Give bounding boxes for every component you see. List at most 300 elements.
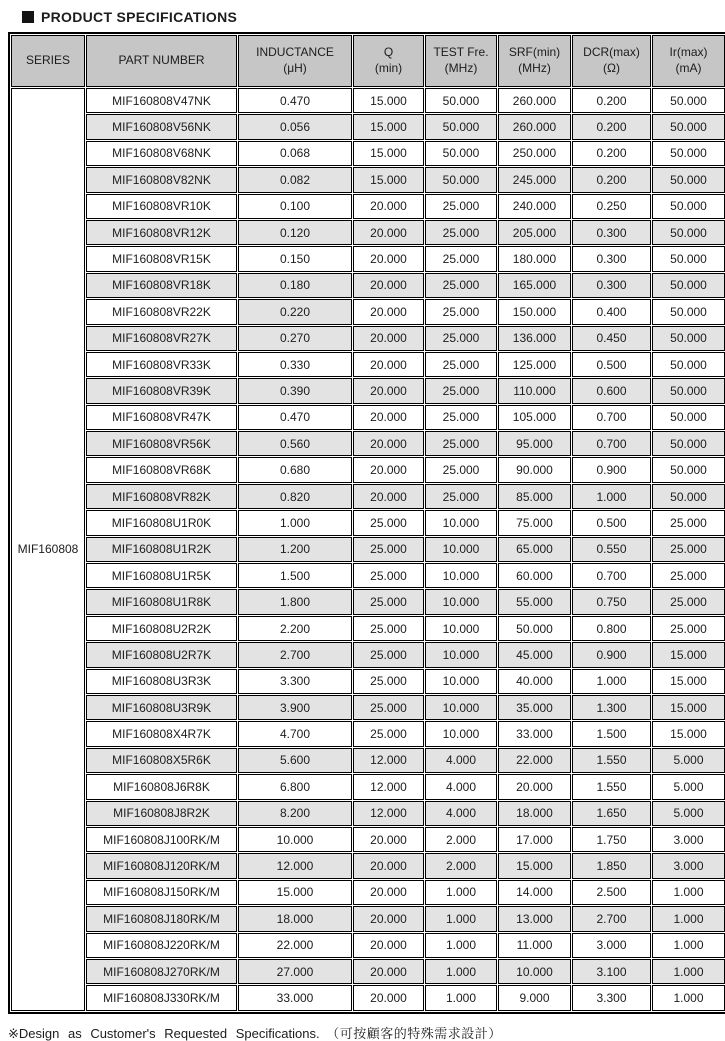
value-cell: 1.800 <box>238 589 352 614</box>
part-number-cell: MIF160808X4R7K <box>86 721 237 746</box>
value-cell: 50.000 <box>425 167 497 192</box>
value-cell: 20.000 <box>353 378 424 403</box>
table-row <box>11 194 725 219</box>
value-cell: 25.000 <box>425 299 497 324</box>
value-cell: 1.000 <box>572 484 651 509</box>
value-cell: 1.000 <box>652 985 725 1010</box>
value-cell: 20.000 <box>353 827 424 852</box>
value-cell: 0.200 <box>572 88 651 113</box>
value-cell: 12.000 <box>353 748 424 773</box>
value-cell: 50.000 <box>652 167 725 192</box>
part-number-cell: MIF160808J270RK/M <box>86 959 237 984</box>
table-row <box>11 484 725 509</box>
part-number-cell: MIF160808VR18K <box>86 273 237 298</box>
value-cell: 50.000 <box>652 378 725 403</box>
value-cell: 3.900 <box>238 695 352 720</box>
value-cell: 10.000 <box>425 695 497 720</box>
value-cell: 15.000 <box>353 167 424 192</box>
value-cell: 50.000 <box>652 141 725 166</box>
value-cell: 20.000 <box>353 431 424 456</box>
value-cell: 50.000 <box>652 326 725 351</box>
footer-note-english: ※Design as Customer's Requested Specifications. <box>8 1025 320 1041</box>
value-cell: 50.000 <box>652 194 725 219</box>
series-cell: MIF160808 <box>11 88 85 1011</box>
value-cell: 250.000 <box>498 141 571 166</box>
value-cell: 20.000 <box>353 959 424 984</box>
column-header-q-min <box>353 35 424 87</box>
table-row <box>11 299 725 324</box>
value-cell: 25.000 <box>353 669 424 694</box>
column-header-unit: (μH) <box>283 61 307 75</box>
value-cell: 25.000 <box>425 352 497 377</box>
value-cell: 25.000 <box>425 484 497 509</box>
value-cell: 20.000 <box>353 985 424 1010</box>
part-number-cell: MIF160808U3R9K <box>86 695 237 720</box>
value-cell: 0.500 <box>572 510 651 535</box>
value-cell: 75.000 <box>498 510 571 535</box>
value-cell: 20.000 <box>353 880 424 905</box>
value-cell: 50.000 <box>425 114 497 139</box>
value-cell: 25.000 <box>652 589 725 614</box>
value-cell: 18.000 <box>238 906 352 931</box>
value-cell: 0.700 <box>572 431 651 456</box>
value-cell: 95.000 <box>498 431 571 456</box>
column-header-label: INDUCTANCE <box>256 45 334 60</box>
value-cell: 20.000 <box>353 405 424 430</box>
table-row <box>11 959 725 984</box>
part-number-cell: MIF160808VR12K <box>86 220 237 245</box>
value-cell: 1.500 <box>238 563 352 588</box>
value-cell: 10.000 <box>425 616 497 641</box>
value-cell: 0.400 <box>572 299 651 324</box>
value-cell: 0.500 <box>572 352 651 377</box>
value-cell: 0.200 <box>572 167 651 192</box>
value-cell: 2.000 <box>425 827 497 852</box>
value-cell: 1.550 <box>572 748 651 773</box>
value-cell: 20.000 <box>353 484 424 509</box>
table-row <box>11 748 725 773</box>
value-cell: 0.550 <box>572 537 651 562</box>
table-row <box>11 933 725 958</box>
table-row <box>11 273 725 298</box>
footer-note <box>8 1023 725 1041</box>
value-cell: 25.000 <box>353 695 424 720</box>
value-cell: 5.600 <box>238 748 352 773</box>
value-cell: 13.000 <box>498 906 571 931</box>
value-cell: 20.000 <box>353 246 424 271</box>
value-cell: 0.450 <box>572 326 651 351</box>
table-row <box>11 695 725 720</box>
value-cell: 0.068 <box>238 141 352 166</box>
value-cell: 3.000 <box>652 827 725 852</box>
table-row <box>11 642 725 667</box>
value-cell: 10.000 <box>425 589 497 614</box>
value-cell: 25.000 <box>353 510 424 535</box>
value-cell: 20.000 <box>353 194 424 219</box>
value-cell: 10.000 <box>425 537 497 562</box>
column-header-unit: (MHz) <box>518 61 551 75</box>
column-header-label: TEST Fre. <box>433 45 489 60</box>
part-number-cell: MIF160808J220RK/M <box>86 933 237 958</box>
value-cell: 1.000 <box>652 933 725 958</box>
value-cell: 0.560 <box>238 431 352 456</box>
value-cell: 10.000 <box>498 959 571 984</box>
column-header-label: DCR(max) <box>583 45 640 60</box>
value-cell: 3.300 <box>238 669 352 694</box>
table-row <box>11 352 725 377</box>
column-header-label: Q <box>383 45 394 60</box>
value-cell: 2.700 <box>238 642 352 667</box>
value-cell: 50.000 <box>652 405 725 430</box>
value-cell: 0.390 <box>238 378 352 403</box>
value-cell: 0.150 <box>238 246 352 271</box>
part-number-cell: MIF160808VR68K <box>86 457 237 482</box>
column-header-unit: (min) <box>374 61 403 75</box>
part-number-cell: MIF160808VR33K <box>86 352 237 377</box>
value-cell: 1.000 <box>652 906 725 931</box>
value-cell: 50.000 <box>652 88 725 113</box>
value-cell: 9.000 <box>498 985 571 1010</box>
part-number-cell: MIF160808U2R7K <box>86 642 237 667</box>
value-cell: 0.470 <box>238 88 352 113</box>
column-header-series <box>11 35 85 87</box>
value-cell: 25.000 <box>353 616 424 641</box>
value-cell: 50.000 <box>652 220 725 245</box>
value-cell: 2.000 <box>425 853 497 878</box>
value-cell: 25.000 <box>353 537 424 562</box>
value-cell: 0.750 <box>572 589 651 614</box>
value-cell: 10.000 <box>425 669 497 694</box>
value-cell: 50.000 <box>652 246 725 271</box>
part-number-cell: MIF160808J150RK/M <box>86 880 237 905</box>
part-number-cell: MIF160808U1R2K <box>86 537 237 562</box>
product-spec-table <box>8 32 725 1014</box>
value-cell: 2.500 <box>572 880 651 905</box>
value-cell: 0.056 <box>238 114 352 139</box>
table-row <box>11 114 725 139</box>
table-row <box>11 827 725 852</box>
column-header-part-number <box>86 35 237 87</box>
value-cell: 0.300 <box>572 246 651 271</box>
part-number-cell: MIF160808VR39K <box>86 378 237 403</box>
value-cell: 0.220 <box>238 299 352 324</box>
table-row <box>11 537 725 562</box>
value-cell: 15.000 <box>238 880 352 905</box>
part-number-cell: MIF160808J8R2K <box>86 801 237 826</box>
value-cell: 22.000 <box>238 933 352 958</box>
table-row <box>11 801 725 826</box>
section-title <box>0 0 725 32</box>
value-cell: 12.000 <box>238 853 352 878</box>
value-cell: 2.700 <box>572 906 651 931</box>
column-header-label: PART NUMBER <box>118 53 205 68</box>
table-row <box>11 220 725 245</box>
part-number-cell: MIF160808J100RK/M <box>86 827 237 852</box>
value-cell: 25.000 <box>425 405 497 430</box>
value-cell: 1.000 <box>652 959 725 984</box>
part-number-cell: MIF160808V82NK <box>86 167 237 192</box>
part-number-cell: MIF160808U1R0K <box>86 510 237 535</box>
value-cell: 0.470 <box>238 405 352 430</box>
column-header-srf-min <box>498 35 571 87</box>
value-cell: 15.000 <box>353 88 424 113</box>
value-cell: 18.000 <box>498 801 571 826</box>
part-number-cell: MIF160808VR22K <box>86 299 237 324</box>
value-cell: 205.000 <box>498 220 571 245</box>
part-number-cell: MIF160808VR27K <box>86 326 237 351</box>
value-cell: 11.000 <box>498 933 571 958</box>
table-row <box>11 405 725 430</box>
value-cell: 25.000 <box>353 721 424 746</box>
column-header-unit: (MHz) <box>444 61 478 75</box>
table-row <box>11 880 725 905</box>
value-cell: 105.000 <box>498 405 571 430</box>
part-number-cell: MIF160808VR15K <box>86 246 237 271</box>
table-row <box>11 246 725 271</box>
part-number-cell: MIF160808J330RK/M <box>86 985 237 1010</box>
value-cell: 20.000 <box>353 326 424 351</box>
value-cell: 33.000 <box>238 985 352 1010</box>
value-cell: 3.000 <box>572 933 651 958</box>
table-row <box>11 721 725 746</box>
value-cell: 1.650 <box>572 801 651 826</box>
value-cell: 10.000 <box>425 721 497 746</box>
table-row <box>11 589 725 614</box>
value-cell: 50.000 <box>652 273 725 298</box>
table-row <box>11 906 725 931</box>
value-cell: 2.200 <box>238 616 352 641</box>
table-row <box>11 378 725 403</box>
column-header-dcr-max <box>572 35 651 87</box>
value-cell: 1.000 <box>425 933 497 958</box>
value-cell: 0.200 <box>572 141 651 166</box>
value-cell: 12.000 <box>353 801 424 826</box>
value-cell: 85.000 <box>498 484 571 509</box>
column-header-ir-max <box>652 35 725 87</box>
value-cell: 5.000 <box>652 748 725 773</box>
part-number-cell: MIF160808J120RK/M <box>86 853 237 878</box>
value-cell: 25.000 <box>353 589 424 614</box>
value-cell: 10.000 <box>238 827 352 852</box>
value-cell: 60.000 <box>498 563 571 588</box>
table-row <box>11 326 725 351</box>
part-number-cell: MIF160808U3R3K <box>86 669 237 694</box>
value-cell: 1.000 <box>572 669 651 694</box>
part-number-cell: MIF160808U1R8K <box>86 589 237 614</box>
value-cell: 20.000 <box>498 774 571 799</box>
value-cell: 0.100 <box>238 194 352 219</box>
value-cell: 0.200 <box>572 114 651 139</box>
value-cell: 22.000 <box>498 748 571 773</box>
table-row <box>11 167 725 192</box>
value-cell: 50.000 <box>652 457 725 482</box>
value-cell: 15.000 <box>353 114 424 139</box>
value-cell: 0.900 <box>572 457 651 482</box>
part-number-cell: MIF160808V47NK <box>86 88 237 113</box>
value-cell: 20.000 <box>353 457 424 482</box>
value-cell: 10.000 <box>425 563 497 588</box>
value-cell: 245.000 <box>498 167 571 192</box>
value-cell: 55.000 <box>498 589 571 614</box>
value-cell: 17.000 <box>498 827 571 852</box>
part-number-cell: MIF160808V68NK <box>86 141 237 166</box>
part-number-cell: MIF160808X5R6K <box>86 748 237 773</box>
value-cell: 15.000 <box>652 642 725 667</box>
section-marker-icon <box>22 11 34 23</box>
value-cell: 1.000 <box>238 510 352 535</box>
header-row <box>11 35 725 87</box>
value-cell: 25.000 <box>652 563 725 588</box>
value-cell: 50.000 <box>652 431 725 456</box>
value-cell: 20.000 <box>353 299 424 324</box>
value-cell: 90.000 <box>498 457 571 482</box>
value-cell: 150.000 <box>498 299 571 324</box>
value-cell: 0.800 <box>572 616 651 641</box>
value-cell: 15.000 <box>498 853 571 878</box>
column-header-label: SERIES <box>25 53 70 68</box>
value-cell: 0.300 <box>572 220 651 245</box>
value-cell: 15.000 <box>652 669 725 694</box>
value-cell: 50.000 <box>652 352 725 377</box>
value-cell: 1.500 <box>572 721 651 746</box>
value-cell: 1.000 <box>425 985 497 1010</box>
value-cell: 50.000 <box>498 616 571 641</box>
value-cell: 40.000 <box>498 669 571 694</box>
value-cell: 12.000 <box>353 774 424 799</box>
value-cell: 20.000 <box>353 853 424 878</box>
value-cell: 50.000 <box>652 484 725 509</box>
part-number-cell: MIF160808U1R5K <box>86 563 237 588</box>
value-cell: 25.000 <box>353 642 424 667</box>
value-cell: 20.000 <box>353 220 424 245</box>
value-cell: 25.000 <box>425 273 497 298</box>
value-cell: 25.000 <box>425 220 497 245</box>
value-cell: 1.550 <box>572 774 651 799</box>
value-cell: 25.000 <box>425 246 497 271</box>
table-row <box>11 669 725 694</box>
value-cell: 15.000 <box>652 721 725 746</box>
table-row <box>11 774 725 799</box>
table-row <box>11 431 725 456</box>
column-header-unit: (mA) <box>675 61 702 75</box>
value-cell: 0.680 <box>238 457 352 482</box>
value-cell: 4.000 <box>425 774 497 799</box>
value-cell: 165.000 <box>498 273 571 298</box>
column-header-label: Ir(max) <box>669 45 708 60</box>
value-cell: 10.000 <box>425 642 497 667</box>
value-cell: 20.000 <box>353 933 424 958</box>
value-cell: 1.000 <box>425 880 497 905</box>
value-cell: 25.000 <box>425 457 497 482</box>
part-number-cell: MIF160808J6R8K <box>86 774 237 799</box>
part-number-cell: MIF160808VR56K <box>86 431 237 456</box>
value-cell: 0.120 <box>238 220 352 245</box>
column-header-test-fre <box>425 35 497 87</box>
column-header-inductance <box>238 35 352 87</box>
value-cell: 25.000 <box>425 431 497 456</box>
table-row <box>11 457 725 482</box>
value-cell: 25.000 <box>652 537 725 562</box>
value-cell: 10.000 <box>425 510 497 535</box>
value-cell: 4.000 <box>425 801 497 826</box>
value-cell: 4.700 <box>238 721 352 746</box>
value-cell: 20.000 <box>353 906 424 931</box>
value-cell: 0.082 <box>238 167 352 192</box>
footer-note-chinese: （可按顧客的特殊需求設計） <box>326 1025 502 1041</box>
value-cell: 3.300 <box>572 985 651 1010</box>
value-cell: 35.000 <box>498 695 571 720</box>
value-cell: 1.000 <box>652 880 725 905</box>
value-cell: 25.000 <box>425 378 497 403</box>
value-cell: 5.000 <box>652 774 725 799</box>
value-cell: 0.250 <box>572 194 651 219</box>
value-cell: 25.000 <box>353 563 424 588</box>
value-cell: 25.000 <box>652 510 725 535</box>
part-number-cell: MIF160808U2R2K <box>86 616 237 641</box>
column-header-label: SRF(min) <box>508 45 561 60</box>
value-cell: 0.600 <box>572 378 651 403</box>
value-cell: 4.000 <box>425 748 497 773</box>
part-number-cell: MIF160808VR47K <box>86 405 237 430</box>
value-cell: 1.850 <box>572 853 651 878</box>
value-cell: 50.000 <box>652 114 725 139</box>
value-cell: 20.000 <box>353 352 424 377</box>
value-cell: 50.000 <box>652 299 725 324</box>
value-cell: 260.000 <box>498 114 571 139</box>
value-cell: 5.000 <box>652 801 725 826</box>
value-cell: 110.000 <box>498 378 571 403</box>
value-cell: 1.300 <box>572 695 651 720</box>
value-cell: 1.200 <box>238 537 352 562</box>
part-number-cell: MIF160808VR82K <box>86 484 237 509</box>
value-cell: 0.700 <box>572 405 651 430</box>
value-cell: 15.000 <box>652 695 725 720</box>
value-cell: 25.000 <box>425 326 497 351</box>
value-cell: 1.000 <box>425 906 497 931</box>
value-cell: 33.000 <box>498 721 571 746</box>
value-cell: 260.000 <box>498 88 571 113</box>
value-cell: 180.000 <box>498 246 571 271</box>
value-cell: 25.000 <box>425 194 497 219</box>
value-cell: 0.700 <box>572 563 651 588</box>
value-cell: 0.270 <box>238 326 352 351</box>
value-cell: 6.800 <box>238 774 352 799</box>
table-body <box>11 88 725 1011</box>
value-cell: 3.000 <box>652 853 725 878</box>
part-number-cell: MIF160808V56NK <box>86 114 237 139</box>
value-cell: 125.000 <box>498 352 571 377</box>
value-cell: 0.900 <box>572 642 651 667</box>
value-cell: 14.000 <box>498 880 571 905</box>
page-title: PRODUCT SPECIFICATIONS <box>41 9 238 25</box>
value-cell: 50.000 <box>425 88 497 113</box>
table-row <box>11 985 725 1010</box>
value-cell: 27.000 <box>238 959 352 984</box>
value-cell: 1.000 <box>425 959 497 984</box>
value-cell: 240.000 <box>498 194 571 219</box>
value-cell: 0.330 <box>238 352 352 377</box>
table-row <box>11 141 725 166</box>
value-cell: 15.000 <box>353 141 424 166</box>
table-row <box>11 510 725 535</box>
table-row <box>11 88 725 113</box>
value-cell: 20.000 <box>353 273 424 298</box>
part-number-cell: MIF160808J180RK/M <box>86 906 237 931</box>
value-cell: 0.180 <box>238 273 352 298</box>
value-cell: 8.200 <box>238 801 352 826</box>
column-header-unit: (Ω) <box>603 61 620 75</box>
value-cell: 65.000 <box>498 537 571 562</box>
